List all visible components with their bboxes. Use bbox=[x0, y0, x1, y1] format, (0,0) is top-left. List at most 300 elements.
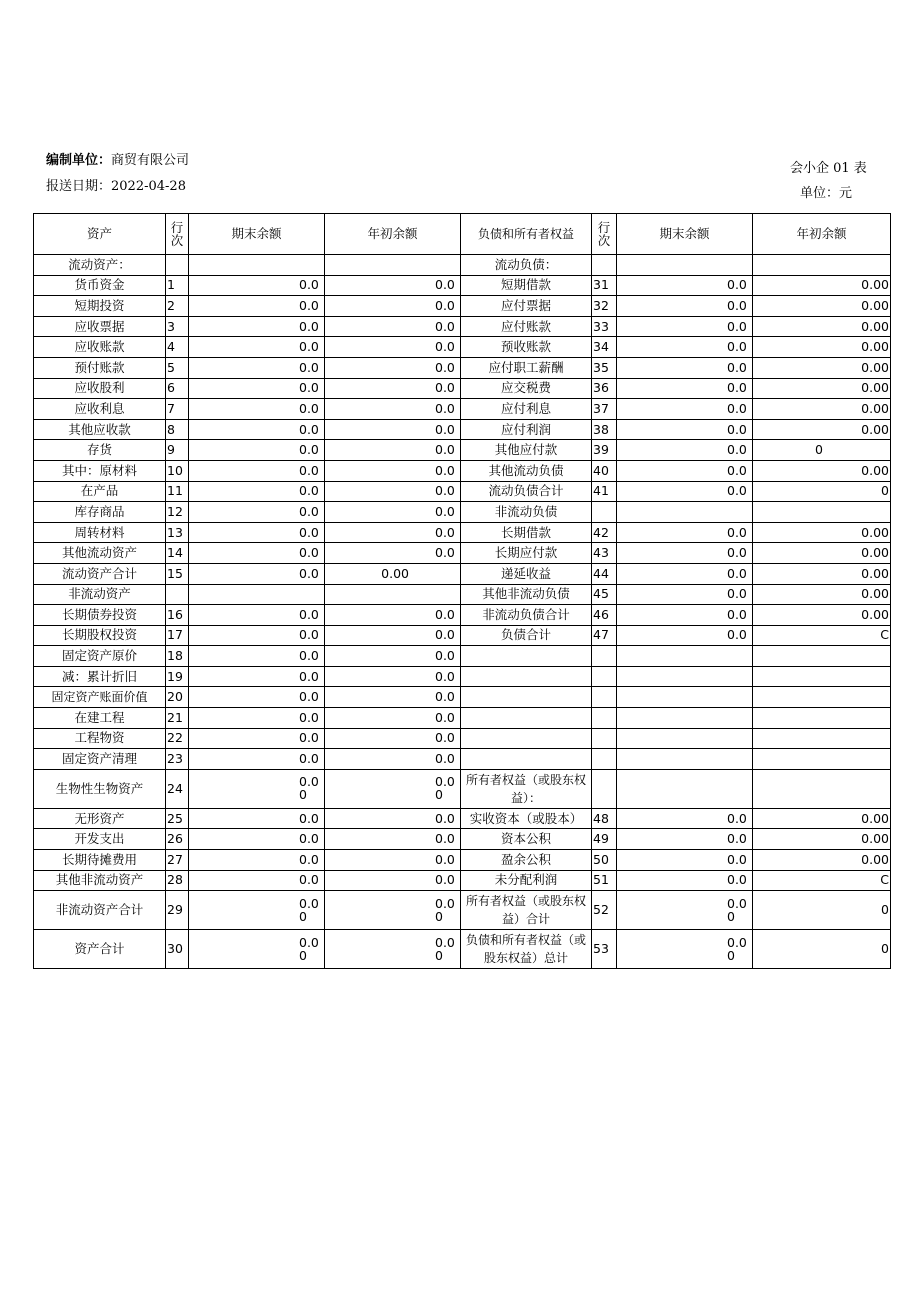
asset-begin-balance-value: 0.00 bbox=[381, 565, 409, 581]
liability-end-balance bbox=[617, 829, 753, 850]
col-header-liabilities: 负债和所有者权益 bbox=[461, 214, 592, 255]
asset-name: 固定资产原价 bbox=[34, 646, 166, 667]
liability-name: 预收账款 bbox=[461, 337, 592, 358]
table-row bbox=[34, 605, 891, 626]
report-date-label: 报送日期： bbox=[46, 179, 112, 194]
asset-line-no: 24 bbox=[166, 769, 189, 808]
liability-end-balance-value: 0.0 bbox=[727, 277, 747, 293]
asset-name: 预付账款 bbox=[34, 357, 166, 378]
asset-begin-balance bbox=[325, 808, 461, 829]
liability-end-balance-value: 0.0 bbox=[727, 380, 747, 396]
liability-end-balance-value: 0.0 bbox=[727, 831, 747, 847]
asset-begin-balance-value: 0.0 bbox=[435, 339, 455, 355]
table-row bbox=[34, 316, 891, 337]
asset-begin-balance bbox=[325, 440, 461, 461]
asset-end-balance bbox=[189, 378, 325, 399]
asset-end-balance bbox=[189, 357, 325, 378]
asset-begin-balance bbox=[325, 829, 461, 850]
asset-begin-balance bbox=[325, 728, 461, 749]
liability-line-no bbox=[592, 502, 617, 523]
liability-end-balance bbox=[617, 502, 753, 523]
asset-begin-balance-value: 0.0 bbox=[435, 545, 455, 561]
asset-begin-balance-value: 0.0 bbox=[435, 872, 455, 888]
asset-end-balance bbox=[189, 829, 325, 850]
asset-name: 其他应收款 bbox=[34, 419, 166, 440]
asset-begin-balance-value: 0.0 bbox=[435, 627, 455, 643]
liability-end-balance bbox=[617, 891, 753, 930]
liability-end-balance-value: 0.0 bbox=[727, 524, 747, 540]
asset-end-balance bbox=[189, 275, 325, 296]
asset-end-balance bbox=[189, 481, 325, 502]
asset-name: 应收账款 bbox=[34, 337, 166, 358]
asset-end-balance-value: 0.0 0 bbox=[299, 934, 319, 963]
asset-line-no: 27 bbox=[166, 850, 189, 871]
table-row bbox=[34, 666, 891, 687]
liability-end-balance bbox=[617, 584, 753, 605]
table-row bbox=[34, 808, 891, 829]
liability-end-balance-value: 0.0 0 bbox=[727, 895, 747, 924]
liability-line-no: 33 bbox=[592, 316, 617, 337]
liability-line-no bbox=[592, 687, 617, 708]
asset-begin-balance-value: 0.0 bbox=[435, 524, 455, 540]
asset-begin-balance bbox=[325, 502, 461, 523]
liability-end-balance bbox=[617, 870, 753, 891]
liability-name bbox=[461, 666, 592, 687]
asset-line-no bbox=[166, 584, 189, 605]
liability-name: 未分配利润 bbox=[461, 870, 592, 891]
asset-line-no: 15 bbox=[166, 563, 189, 584]
asset-begin-balance bbox=[325, 666, 461, 687]
table-row bbox=[34, 522, 891, 543]
liability-name bbox=[461, 749, 592, 770]
liability-name: 长期借款 bbox=[461, 522, 592, 543]
liability-name: 负债合计 bbox=[461, 625, 592, 646]
liability-line-no: 53 bbox=[592, 930, 617, 969]
liability-begin-balance: 0.00 bbox=[753, 419, 891, 440]
liability-begin-balance: 0.00 bbox=[753, 829, 891, 850]
asset-end-balance bbox=[189, 399, 325, 420]
asset-line-no: 30 bbox=[166, 930, 189, 969]
asset-begin-balance bbox=[325, 316, 461, 337]
asset-begin-balance bbox=[325, 891, 461, 930]
asset-end-balance bbox=[189, 708, 325, 729]
table-row bbox=[34, 584, 891, 605]
asset-end-balance-value: 0.0 bbox=[299, 751, 319, 767]
asset-name: 减：累计折旧 bbox=[34, 666, 166, 687]
table-row bbox=[34, 296, 891, 317]
asset-name: 应收票据 bbox=[34, 316, 166, 337]
liability-end-balance bbox=[617, 316, 753, 337]
liability-name: 应交税费 bbox=[461, 378, 592, 399]
liability-end-balance bbox=[617, 275, 753, 296]
asset-line-no: 2 bbox=[166, 296, 189, 317]
liability-end-balance bbox=[617, 378, 753, 399]
asset-end-balance bbox=[189, 687, 325, 708]
col-header-begin-balance: 年初余额 bbox=[325, 214, 461, 255]
asset-begin-balance bbox=[325, 296, 461, 317]
liability-begin-balance: 0 bbox=[753, 930, 891, 969]
table-row bbox=[34, 440, 891, 461]
asset-begin-balance bbox=[325, 543, 461, 564]
liability-name: 其他流动负债 bbox=[461, 460, 592, 481]
liability-name: 长期应付款 bbox=[461, 543, 592, 564]
asset-end-balance bbox=[189, 728, 325, 749]
liability-line-no: 47 bbox=[592, 625, 617, 646]
liability-name: 盈余公积 bbox=[461, 850, 592, 871]
liability-end-balance-value: 0.0 bbox=[727, 400, 747, 416]
asset-begin-balance-value: 0.0 bbox=[435, 421, 455, 437]
liability-begin-balance bbox=[753, 646, 891, 667]
liability-name: 所有者权益（或股东权益）合计 bbox=[461, 891, 592, 930]
asset-line-no: 13 bbox=[166, 522, 189, 543]
asset-line-no bbox=[166, 255, 189, 276]
liability-begin-balance bbox=[753, 749, 891, 770]
asset-end-balance-value: 0.0 bbox=[299, 400, 319, 416]
asset-name: 无形资产 bbox=[34, 808, 166, 829]
asset-begin-balance bbox=[325, 749, 461, 770]
asset-line-no: 8 bbox=[166, 419, 189, 440]
liability-begin-balance bbox=[753, 769, 891, 808]
table-row bbox=[34, 749, 891, 770]
asset-name: 长期股权投资 bbox=[34, 625, 166, 646]
asset-end-balance-value: 0.0 bbox=[299, 421, 319, 437]
asset-end-balance bbox=[189, 605, 325, 626]
asset-end-balance bbox=[189, 255, 325, 276]
asset-end-balance bbox=[189, 850, 325, 871]
table-row bbox=[34, 255, 891, 276]
liability-name: 应付利息 bbox=[461, 399, 592, 420]
liability-name: 所有者权益（或股东权益）： bbox=[461, 769, 592, 808]
asset-name: 其他非流动资产 bbox=[34, 870, 166, 891]
liability-name: 应付职工薪酬 bbox=[461, 357, 592, 378]
asset-begin-balance bbox=[325, 419, 461, 440]
asset-name: 周转材料 bbox=[34, 522, 166, 543]
liability-begin-balance bbox=[753, 666, 891, 687]
asset-end-balance bbox=[189, 440, 325, 461]
liability-end-balance bbox=[617, 337, 753, 358]
asset-begin-balance bbox=[325, 378, 461, 399]
asset-end-balance-value: 0.0 bbox=[299, 872, 319, 888]
liability-end-balance bbox=[617, 646, 753, 667]
asset-end-balance-value: 0.0 bbox=[299, 831, 319, 847]
asset-end-balance bbox=[189, 419, 325, 440]
asset-line-no: 21 bbox=[166, 708, 189, 729]
liability-begin-balance: 0.00 bbox=[753, 296, 891, 317]
asset-line-no: 28 bbox=[166, 870, 189, 891]
asset-begin-balance bbox=[325, 481, 461, 502]
asset-begin-balance bbox=[325, 646, 461, 667]
liability-end-balance bbox=[617, 666, 753, 687]
liability-name: 实收资本（或股本） bbox=[461, 808, 592, 829]
liability-name: 流动负债合计 bbox=[461, 481, 592, 502]
table-row bbox=[34, 687, 891, 708]
asset-begin-balance-value: 0.0 bbox=[435, 400, 455, 416]
liability-begin-balance bbox=[753, 687, 891, 708]
asset-end-balance-value: 0.0 bbox=[299, 668, 319, 684]
liability-begin-balance: C bbox=[753, 625, 891, 646]
liability-end-balance-value: 0.0 bbox=[727, 442, 747, 458]
asset-name: 流动资产： bbox=[34, 255, 166, 276]
asset-line-no: 10 bbox=[166, 460, 189, 481]
asset-end-balance-value: 0.0 0 bbox=[299, 895, 319, 924]
liability-line-no: 31 bbox=[592, 275, 617, 296]
liability-end-balance bbox=[617, 357, 753, 378]
asset-name: 开发支出 bbox=[34, 829, 166, 850]
currency-unit: 单位：元 bbox=[800, 186, 853, 201]
asset-line-no: 14 bbox=[166, 543, 189, 564]
col-header-end-balance-2: 期末余额 bbox=[617, 214, 753, 255]
asset-end-balance-value: 0.0 bbox=[299, 442, 319, 458]
liability-begin-balance: 0 bbox=[753, 440, 891, 461]
asset-name: 其中：原材料 bbox=[34, 460, 166, 481]
asset-begin-balance-value: 0.0 0 bbox=[435, 774, 455, 803]
table-row bbox=[34, 357, 891, 378]
asset-end-balance-value: 0.0 bbox=[299, 524, 319, 540]
table-row bbox=[34, 930, 891, 969]
asset-end-balance bbox=[189, 296, 325, 317]
asset-end-balance bbox=[189, 625, 325, 646]
asset-begin-balance-value: 0.0 bbox=[435, 668, 455, 684]
asset-name: 工程物资 bbox=[34, 728, 166, 749]
asset-begin-balance-value: 0.0 bbox=[435, 380, 455, 396]
col-header-asset: 资产 bbox=[34, 214, 166, 255]
liability-end-balance-value: 0.0 bbox=[727, 565, 747, 581]
liability-begin-balance bbox=[753, 502, 891, 523]
liability-end-balance bbox=[617, 605, 753, 626]
asset-end-balance bbox=[189, 808, 325, 829]
asset-end-balance-value: 0.0 bbox=[299, 648, 319, 664]
liability-begin-balance: C bbox=[753, 870, 891, 891]
asset-begin-balance bbox=[325, 850, 461, 871]
liability-end-balance bbox=[617, 769, 753, 808]
liability-end-balance-value: 0.0 bbox=[727, 483, 747, 499]
liability-name: 其他非流动负债 bbox=[461, 584, 592, 605]
asset-begin-balance-value: 0.0 bbox=[435, 606, 455, 622]
asset-begin-balance bbox=[325, 337, 461, 358]
table-row bbox=[34, 850, 891, 871]
asset-line-no: 7 bbox=[166, 399, 189, 420]
asset-begin-balance-value: 0.0 bbox=[435, 277, 455, 293]
liability-line-no: 49 bbox=[592, 829, 617, 850]
asset-begin-balance-value: 0.0 bbox=[435, 810, 455, 826]
liability-end-balance-value: 0.0 bbox=[727, 421, 747, 437]
asset-end-balance-value: 0.0 bbox=[299, 503, 319, 519]
table-row bbox=[34, 829, 891, 850]
liability-line-no: 41 bbox=[592, 481, 617, 502]
liability-begin-balance: 0.00 bbox=[753, 460, 891, 481]
asset-name: 固定资产账面价值 bbox=[34, 687, 166, 708]
asset-line-no: 4 bbox=[166, 337, 189, 358]
liability-begin-balance: 0.00 bbox=[753, 808, 891, 829]
liability-name: 流动负债： bbox=[461, 255, 592, 276]
asset-begin-balance bbox=[325, 399, 461, 420]
asset-end-balance bbox=[189, 646, 325, 667]
asset-line-no: 25 bbox=[166, 808, 189, 829]
table-row bbox=[34, 502, 891, 523]
liability-name: 其他应付款 bbox=[461, 440, 592, 461]
asset-end-balance bbox=[189, 930, 325, 969]
liability-end-balance-value: 0.0 bbox=[727, 462, 747, 478]
asset-line-no: 17 bbox=[166, 625, 189, 646]
liability-name: 短期借款 bbox=[461, 275, 592, 296]
liability-line-no: 35 bbox=[592, 357, 617, 378]
liability-name: 负债和所有者权益（或股东权益）总计 bbox=[461, 930, 592, 969]
asset-begin-balance bbox=[325, 357, 461, 378]
asset-begin-balance-value: 0.0 bbox=[435, 442, 455, 458]
liability-end-balance bbox=[617, 296, 753, 317]
asset-end-balance-value: 0.0 bbox=[299, 606, 319, 622]
asset-name: 存货 bbox=[34, 440, 166, 461]
liability-end-balance bbox=[617, 255, 753, 276]
liability-end-balance bbox=[617, 481, 753, 502]
liability-line-no: 32 bbox=[592, 296, 617, 317]
asset-line-no: 6 bbox=[166, 378, 189, 399]
liability-line-no: 42 bbox=[592, 522, 617, 543]
liability-line-no: 44 bbox=[592, 563, 617, 584]
asset-line-no: 18 bbox=[166, 646, 189, 667]
asset-end-balance bbox=[189, 891, 325, 930]
table-row bbox=[34, 891, 891, 930]
liability-end-balance bbox=[617, 687, 753, 708]
table-row bbox=[34, 625, 891, 646]
liability-begin-balance: 0.00 bbox=[753, 399, 891, 420]
asset-name: 长期债券投资 bbox=[34, 605, 166, 626]
liability-end-balance bbox=[617, 728, 753, 749]
asset-begin-balance-value: 0.0 0 bbox=[435, 895, 455, 924]
asset-name: 货币资金 bbox=[34, 275, 166, 296]
asset-begin-balance bbox=[325, 605, 461, 626]
asset-begin-balance-value: 0.0 bbox=[435, 318, 455, 334]
reporting-unit-label: 编制单位： bbox=[46, 153, 112, 168]
asset-end-balance bbox=[189, 666, 325, 687]
asset-begin-balance bbox=[325, 687, 461, 708]
asset-end-balance-value: 0.0 bbox=[299, 339, 319, 355]
liability-line-no bbox=[592, 749, 617, 770]
col-header-end-balance: 期末余额 bbox=[189, 214, 325, 255]
asset-end-balance-value: 0.0 bbox=[299, 545, 319, 561]
liability-name: 非流动负债 bbox=[461, 502, 592, 523]
asset-line-no: 12 bbox=[166, 502, 189, 523]
liability-name: 递延收益 bbox=[461, 563, 592, 584]
asset-line-no: 29 bbox=[166, 891, 189, 930]
asset-name: 在产品 bbox=[34, 481, 166, 502]
asset-name: 短期投资 bbox=[34, 296, 166, 317]
table-row bbox=[34, 399, 891, 420]
balance-sheet-table bbox=[33, 213, 891, 969]
liability-end-balance-value: 0.0 bbox=[727, 851, 747, 867]
asset-end-balance-value: 0.0 bbox=[299, 627, 319, 643]
liability-end-balance-value: 0.0 bbox=[727, 545, 747, 561]
asset-begin-balance bbox=[325, 625, 461, 646]
liability-name: 应付票据 bbox=[461, 296, 592, 317]
asset-line-no: 5 bbox=[166, 357, 189, 378]
asset-end-balance-value: 0.0 bbox=[299, 277, 319, 293]
asset-begin-balance-value: 0.0 bbox=[435, 648, 455, 664]
table-row bbox=[34, 563, 891, 584]
liability-name bbox=[461, 687, 592, 708]
liability-line-no: 38 bbox=[592, 419, 617, 440]
asset-line-no: 19 bbox=[166, 666, 189, 687]
asset-end-balance-value: 0.0 bbox=[299, 689, 319, 705]
liability-line-no: 34 bbox=[592, 337, 617, 358]
liability-end-balance bbox=[617, 460, 753, 481]
liability-line-no: 36 bbox=[592, 378, 617, 399]
liability-line-no: 48 bbox=[592, 808, 617, 829]
asset-end-balance bbox=[189, 769, 325, 808]
form-code: 会小企 01 表 bbox=[790, 161, 867, 176]
liability-name: 资本公积 bbox=[461, 829, 592, 850]
asset-end-balance-value: 0.0 bbox=[299, 565, 319, 581]
table-row bbox=[34, 708, 891, 729]
liability-line-no: 45 bbox=[592, 584, 617, 605]
table-row bbox=[34, 378, 891, 399]
liability-line-no: 46 bbox=[592, 605, 617, 626]
asset-line-no: 16 bbox=[166, 605, 189, 626]
liability-line-no: 37 bbox=[592, 399, 617, 420]
liability-begin-balance bbox=[753, 708, 891, 729]
asset-begin-balance-value: 0.0 bbox=[435, 503, 455, 519]
liability-end-balance bbox=[617, 440, 753, 461]
liability-end-balance bbox=[617, 563, 753, 584]
asset-name: 固定资产清理 bbox=[34, 749, 166, 770]
asset-end-balance bbox=[189, 749, 325, 770]
asset-begin-balance bbox=[325, 870, 461, 891]
asset-end-balance bbox=[189, 316, 325, 337]
asset-begin-balance bbox=[325, 460, 461, 481]
asset-name: 长期待摊费用 bbox=[34, 850, 166, 871]
asset-line-no: 1 bbox=[166, 275, 189, 296]
liability-end-balance-value: 0.0 bbox=[727, 606, 747, 622]
liability-name bbox=[461, 728, 592, 749]
table-row bbox=[34, 481, 891, 502]
asset-begin-balance-value: 0.0 bbox=[435, 831, 455, 847]
asset-end-balance-value: 0.0 bbox=[299, 318, 319, 334]
asset-begin-balance bbox=[325, 255, 461, 276]
liability-begin-balance: 0.00 bbox=[753, 563, 891, 584]
liability-end-balance-value: 0.0 bbox=[727, 359, 747, 375]
liability-end-balance-value: 0.0 bbox=[727, 627, 747, 643]
asset-end-balance bbox=[189, 870, 325, 891]
asset-end-balance bbox=[189, 460, 325, 481]
liability-line-no bbox=[592, 728, 617, 749]
asset-begin-balance bbox=[325, 275, 461, 296]
col-header-line-no: 行次 bbox=[166, 214, 189, 255]
asset-name: 在建工程 bbox=[34, 708, 166, 729]
liability-name: 应付利润 bbox=[461, 419, 592, 440]
liability-end-balance-value: 0.0 0 bbox=[727, 934, 747, 963]
asset-end-balance-value: 0.0 bbox=[299, 810, 319, 826]
table-row bbox=[34, 275, 891, 296]
asset-name: 非流动资产 bbox=[34, 584, 166, 605]
liability-line-no: 51 bbox=[592, 870, 617, 891]
liability-begin-balance: 0.00 bbox=[753, 275, 891, 296]
table-row bbox=[34, 460, 891, 481]
asset-begin-balance-value: 0.0 bbox=[435, 709, 455, 725]
asset-name: 库存商品 bbox=[34, 502, 166, 523]
asset-begin-balance-value: 0.0 bbox=[435, 297, 455, 313]
liability-begin-balance: 0.00 bbox=[753, 522, 891, 543]
reporting-unit-value: 商贸有限公司 bbox=[111, 153, 190, 168]
liability-begin-balance: 0.00 bbox=[753, 357, 891, 378]
liability-end-balance bbox=[617, 808, 753, 829]
liability-end-balance-value: 0.0 bbox=[727, 339, 747, 355]
asset-end-balance-value: 0.0 bbox=[299, 709, 319, 725]
asset-end-balance bbox=[189, 563, 325, 584]
liability-end-balance bbox=[617, 543, 753, 564]
table-row bbox=[34, 769, 891, 808]
liability-name bbox=[461, 708, 592, 729]
table-row bbox=[34, 543, 891, 564]
